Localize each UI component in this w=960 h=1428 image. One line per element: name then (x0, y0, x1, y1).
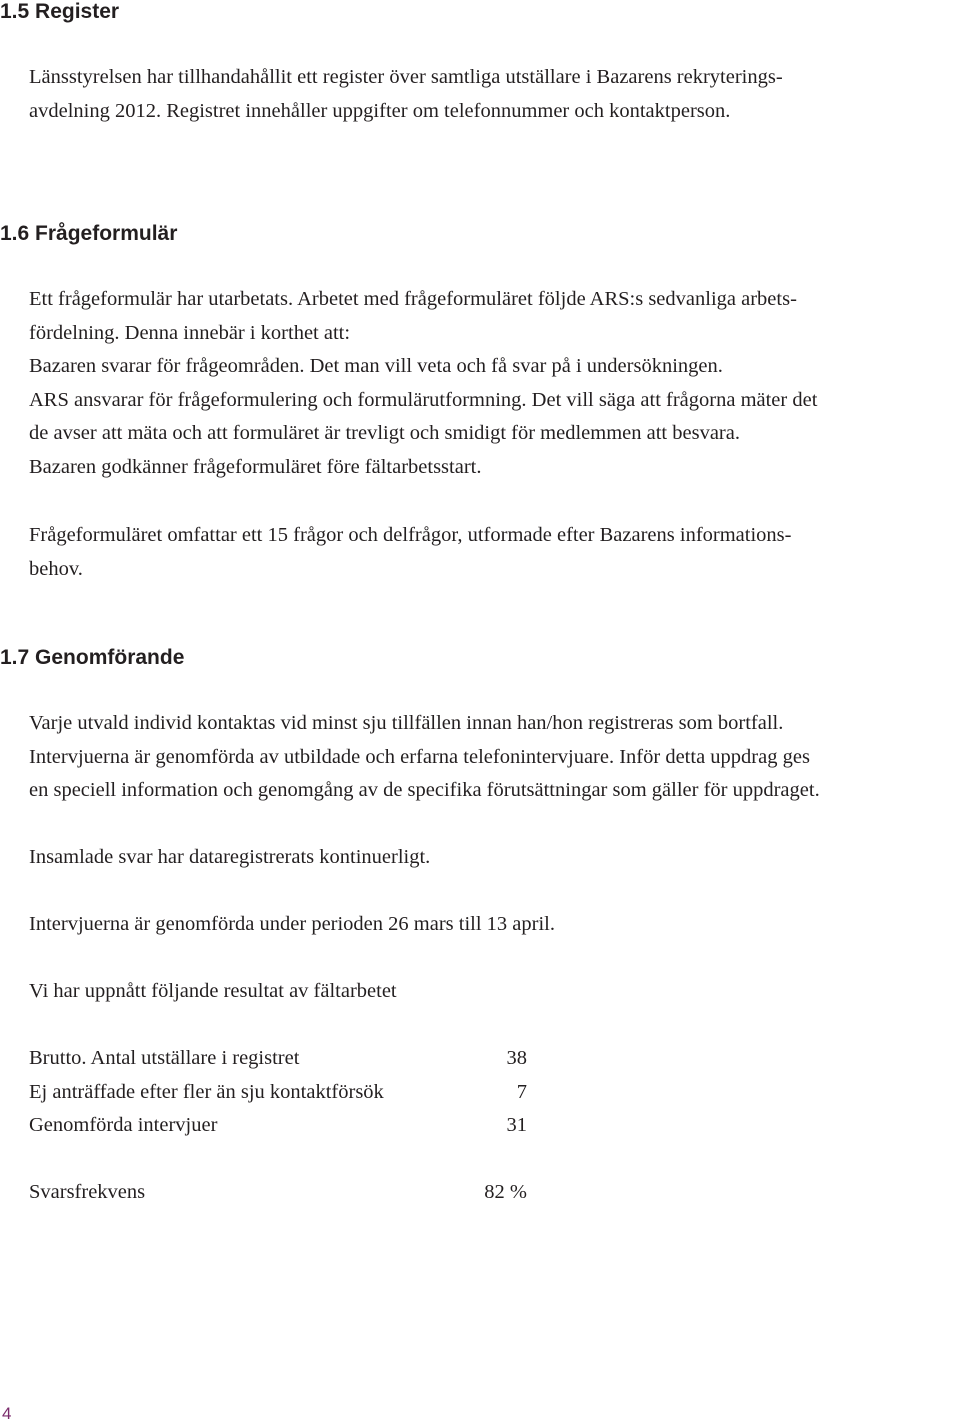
page-number: 4 (2, 1404, 12, 1423)
response-rate-label: Svarsfrekvens (29, 1181, 146, 1203)
text-line: ARS ansvarar för frågeformulering och formulärutformning. Det vill säga att frågorna mäter det (29, 388, 818, 411)
section-heading-register: 1.5 Register (0, 0, 120, 23)
genomforande-paragraph-1 (29, 707, 957, 808)
section-heading-frageformular: 1.6 Frågeformulär (0, 222, 178, 245)
section-heading-genomforande: 1.7 Genomförande (0, 646, 185, 669)
text-line: en speciell information och genomgång av de specifika förutsättningar som gäller för uppdraget. (29, 779, 820, 801)
register-paragraph (29, 61, 957, 128)
text-line: Intervjuerna är genomförda under perioden 26 mars till 13 april. (29, 913, 555, 935)
text-line: Bazaren svarar för frågeområden. Det man vill veta och få svar på i undersökningen. (29, 355, 723, 377)
frageformular-paragraph-1 (29, 283, 957, 484)
text-line: de avser att mäta och att formuläret är trevligt och smidigt för medlemmen att besvara. (29, 422, 740, 444)
text-line: Länsstyrelsen har tillhandahållit ett register över samtliga utställare i Bazarens rekryterings- (29, 66, 783, 88)
text-line: behov. (29, 557, 83, 580)
text-line: Insamlade svar har dataregistrerats kontinuerligt. (29, 846, 431, 868)
results-row-value: 31 (506, 1114, 527, 1136)
response-rate-value: 82 % (484, 1181, 527, 1203)
text-line: Ett frågeformulär har utarbetats. Arbetet med frågeformuläret följde ARS:s sedvanliga arbets- (29, 288, 797, 310)
genomforande-paragraph-4 (29, 975, 957, 1009)
results-row (29, 1042, 549, 1076)
results-row-label: Brutto. Antal utställare i registret (29, 1047, 300, 1069)
results-row-value: 7 (516, 1080, 527, 1103)
text-line: Frågeformuläret omfattar ett 15 frågor och delfrågor, utformade efter Bazarens informations- (29, 524, 792, 546)
text-line: avdelning 2012. Registret innehåller uppgifter om telefonnummer och kontaktperson. (29, 99, 731, 122)
results-row-label: Genomförda intervjuer (29, 1114, 218, 1136)
text-line: Vi har uppnått följande resultat av fältarbetet (29, 980, 397, 1002)
text-line: Bazaren godkänner frågeformuläret före fältarbetsstart. (29, 455, 482, 478)
results-row (29, 1109, 549, 1143)
text-line: Intervjuerna är genomförda av utbildade och erfarna telefonintervjuare. Inför detta uppdrag ges (29, 745, 810, 768)
text-line: Varje utvald individ kontaktas vid minst sju tillfällen innan han/hon registreras som bortfall. (29, 712, 784, 734)
results-row-label: Ej anträffade efter fler än sju kontaktförsök (29, 1080, 384, 1103)
results-row (29, 1076, 549, 1110)
fieldwork-results-table (29, 1042, 549, 1210)
genomforande-paragraph-2 (29, 841, 957, 875)
genomforande-paragraph-3 (29, 908, 957, 942)
text-line: fördelning. Denna innebär i korthet att: (29, 321, 351, 344)
frageformular-paragraph-2 (29, 519, 957, 586)
results-row-value: 38 (506, 1047, 527, 1069)
response-rate-row (29, 1176, 549, 1210)
